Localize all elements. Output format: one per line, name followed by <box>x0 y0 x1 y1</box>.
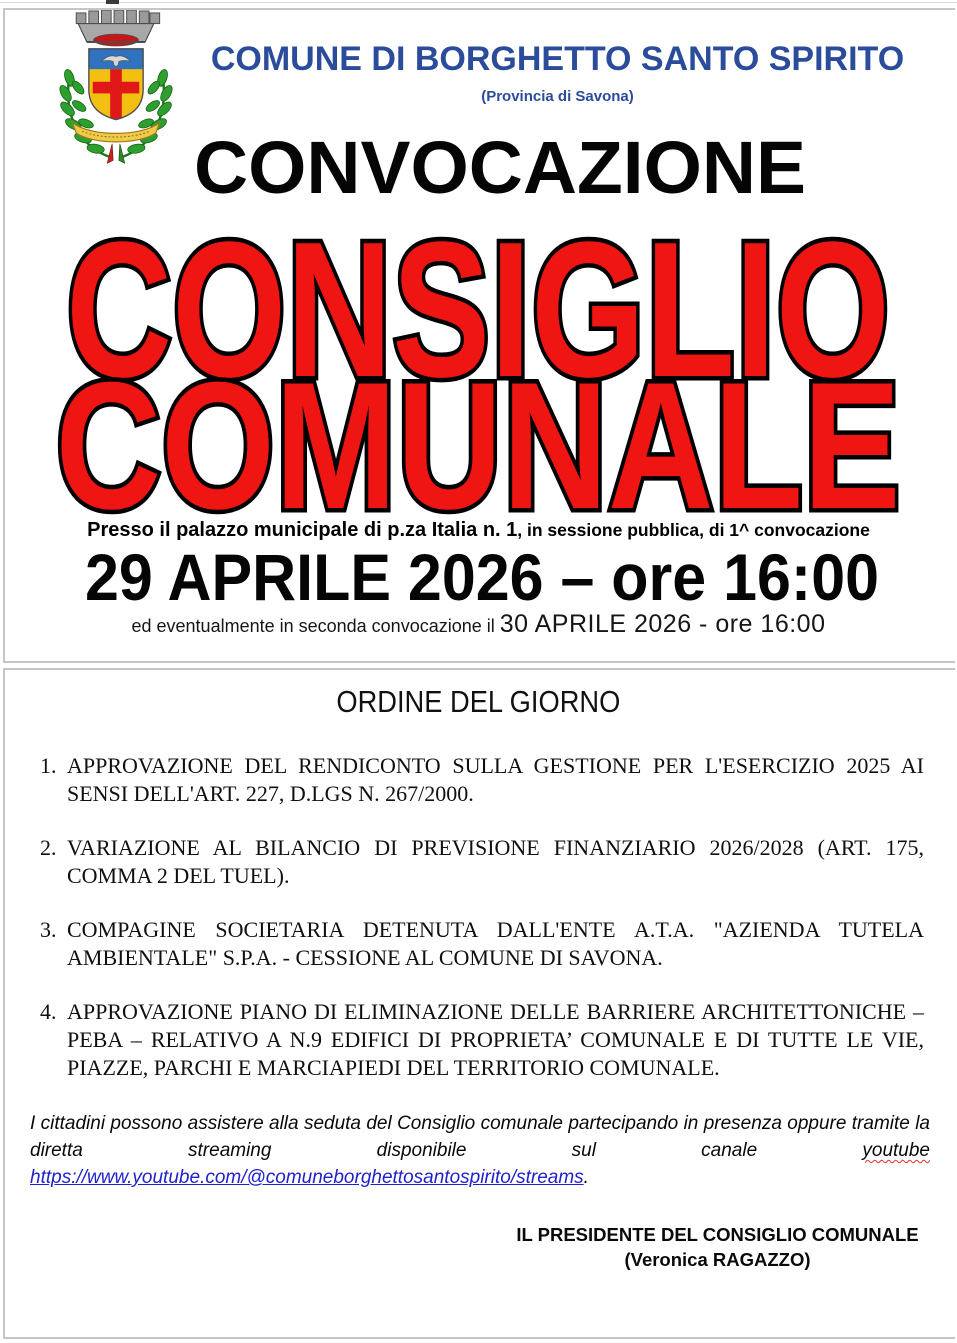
subject-line-1 <box>0 232 957 390</box>
province-subtitle: (Provincia di Savona) <box>481 88 634 105</box>
agenda-item-3-text: COMPAGINE SOCIETARIA DETENUTA DALL'ENTE A.T.A. "AZIENDA TUTELA AMBIENTALE" S.P.A. - CESSIONE AL COMUNE DI SAVONA. <box>67 917 924 970</box>
venue-main: Presso il palazzo municipale di p.za Italia n. 1 <box>87 519 518 541</box>
page-top-rule <box>0 2 957 3</box>
second-call-value: 30 APRILE 2026 - ore 16:00 <box>499 610 826 638</box>
agenda-item-2-number: 2. <box>40 835 57 860</box>
subject-line-2-text: COMUNALE <box>55 370 901 520</box>
first-call-date <box>0 548 957 614</box>
signature-title: IL PRESIDENTE DEL CONSIGLIO COMUNALE <box>516 1224 919 1245</box>
streaming-text: I cittadini possono assistere alla seduta del Consiglio comunale partecipando in presenza oppure tramite la diretta streaming disponibile sul canale <box>30 1113 930 1161</box>
agenda-list <box>40 752 924 1108</box>
agenda-heading-text: ORDINE DEL GIORNO <box>336 684 621 719</box>
agenda-item-2-text: VARIAZIONE AL BILANCIO DI PREVISIONE FINANZIARIO 2026/2028 (ART. 175, COMMA 2 DEL TUEL). <box>67 835 924 888</box>
second-call-line <box>0 610 957 639</box>
agenda-item-1-text: APPROVAZIONE DEL RENDICONTO SULLA GESTIONE PER L'ESERCIZIO 2025 AI SENSI DELL'ART. 227, D.LGS N. 267/2000. <box>67 753 924 806</box>
agenda-item-4-number: 4. <box>40 999 57 1024</box>
first-call-date-text: 29 APRILE 2026 – ore 16:00 <box>85 548 879 614</box>
agenda-item-3-number: 3. <box>40 917 57 942</box>
agenda-item-2 <box>40 834 924 890</box>
agenda-item-4-text: APPROVAZIONE PIANO DI ELIMINAZIONE DELLE BARRIERE ARCHITETTONICHE – PEBA – RELATIVO A N.9 EDIFICI DI PROPRIETA’ COMUNALE E DI TUTTE LE VIE, PIAZZE, PARCHI E MARCIAPIEDI DEL TERRITORIO COMUNALE. <box>67 999 924 1080</box>
convocation-title-text: CONVOCAZIONE <box>194 136 806 206</box>
second-call-prefix: ed eventualmente in seconda convocazione il <box>131 616 500 636</box>
link-period: . <box>583 1167 589 1188</box>
subject-line-1-text: CONSIGLIO <box>66 232 890 390</box>
venue-line <box>0 519 957 542</box>
signature-name: (Veronica RAGAZZO) <box>624 1249 811 1270</box>
agenda-heading <box>0 684 957 720</box>
agenda-item-1 <box>40 752 924 808</box>
youtube-word: youtube <box>862 1140 930 1161</box>
signature-block <box>505 1222 930 1272</box>
subject-line-2 <box>0 370 957 520</box>
venue-detail: , in sessione pubblica, di 1^ convocazione <box>517 520 870 540</box>
agenda-item-1-number: 1. <box>40 753 57 778</box>
agenda-item-3 <box>40 916 924 972</box>
youtube-streams-link[interactable]: https://www.youtube.com/@comuneborghettosantospirito/streams <box>30 1167 584 1188</box>
agenda-item-4 <box>40 998 924 1082</box>
municipality-title: COMUNE DI BORGHETTO SANTO SPIRITO <box>210 40 905 78</box>
convocation-title <box>0 136 957 206</box>
scan-artifact <box>106 0 119 4</box>
streaming-paragraph <box>30 1110 930 1191</box>
